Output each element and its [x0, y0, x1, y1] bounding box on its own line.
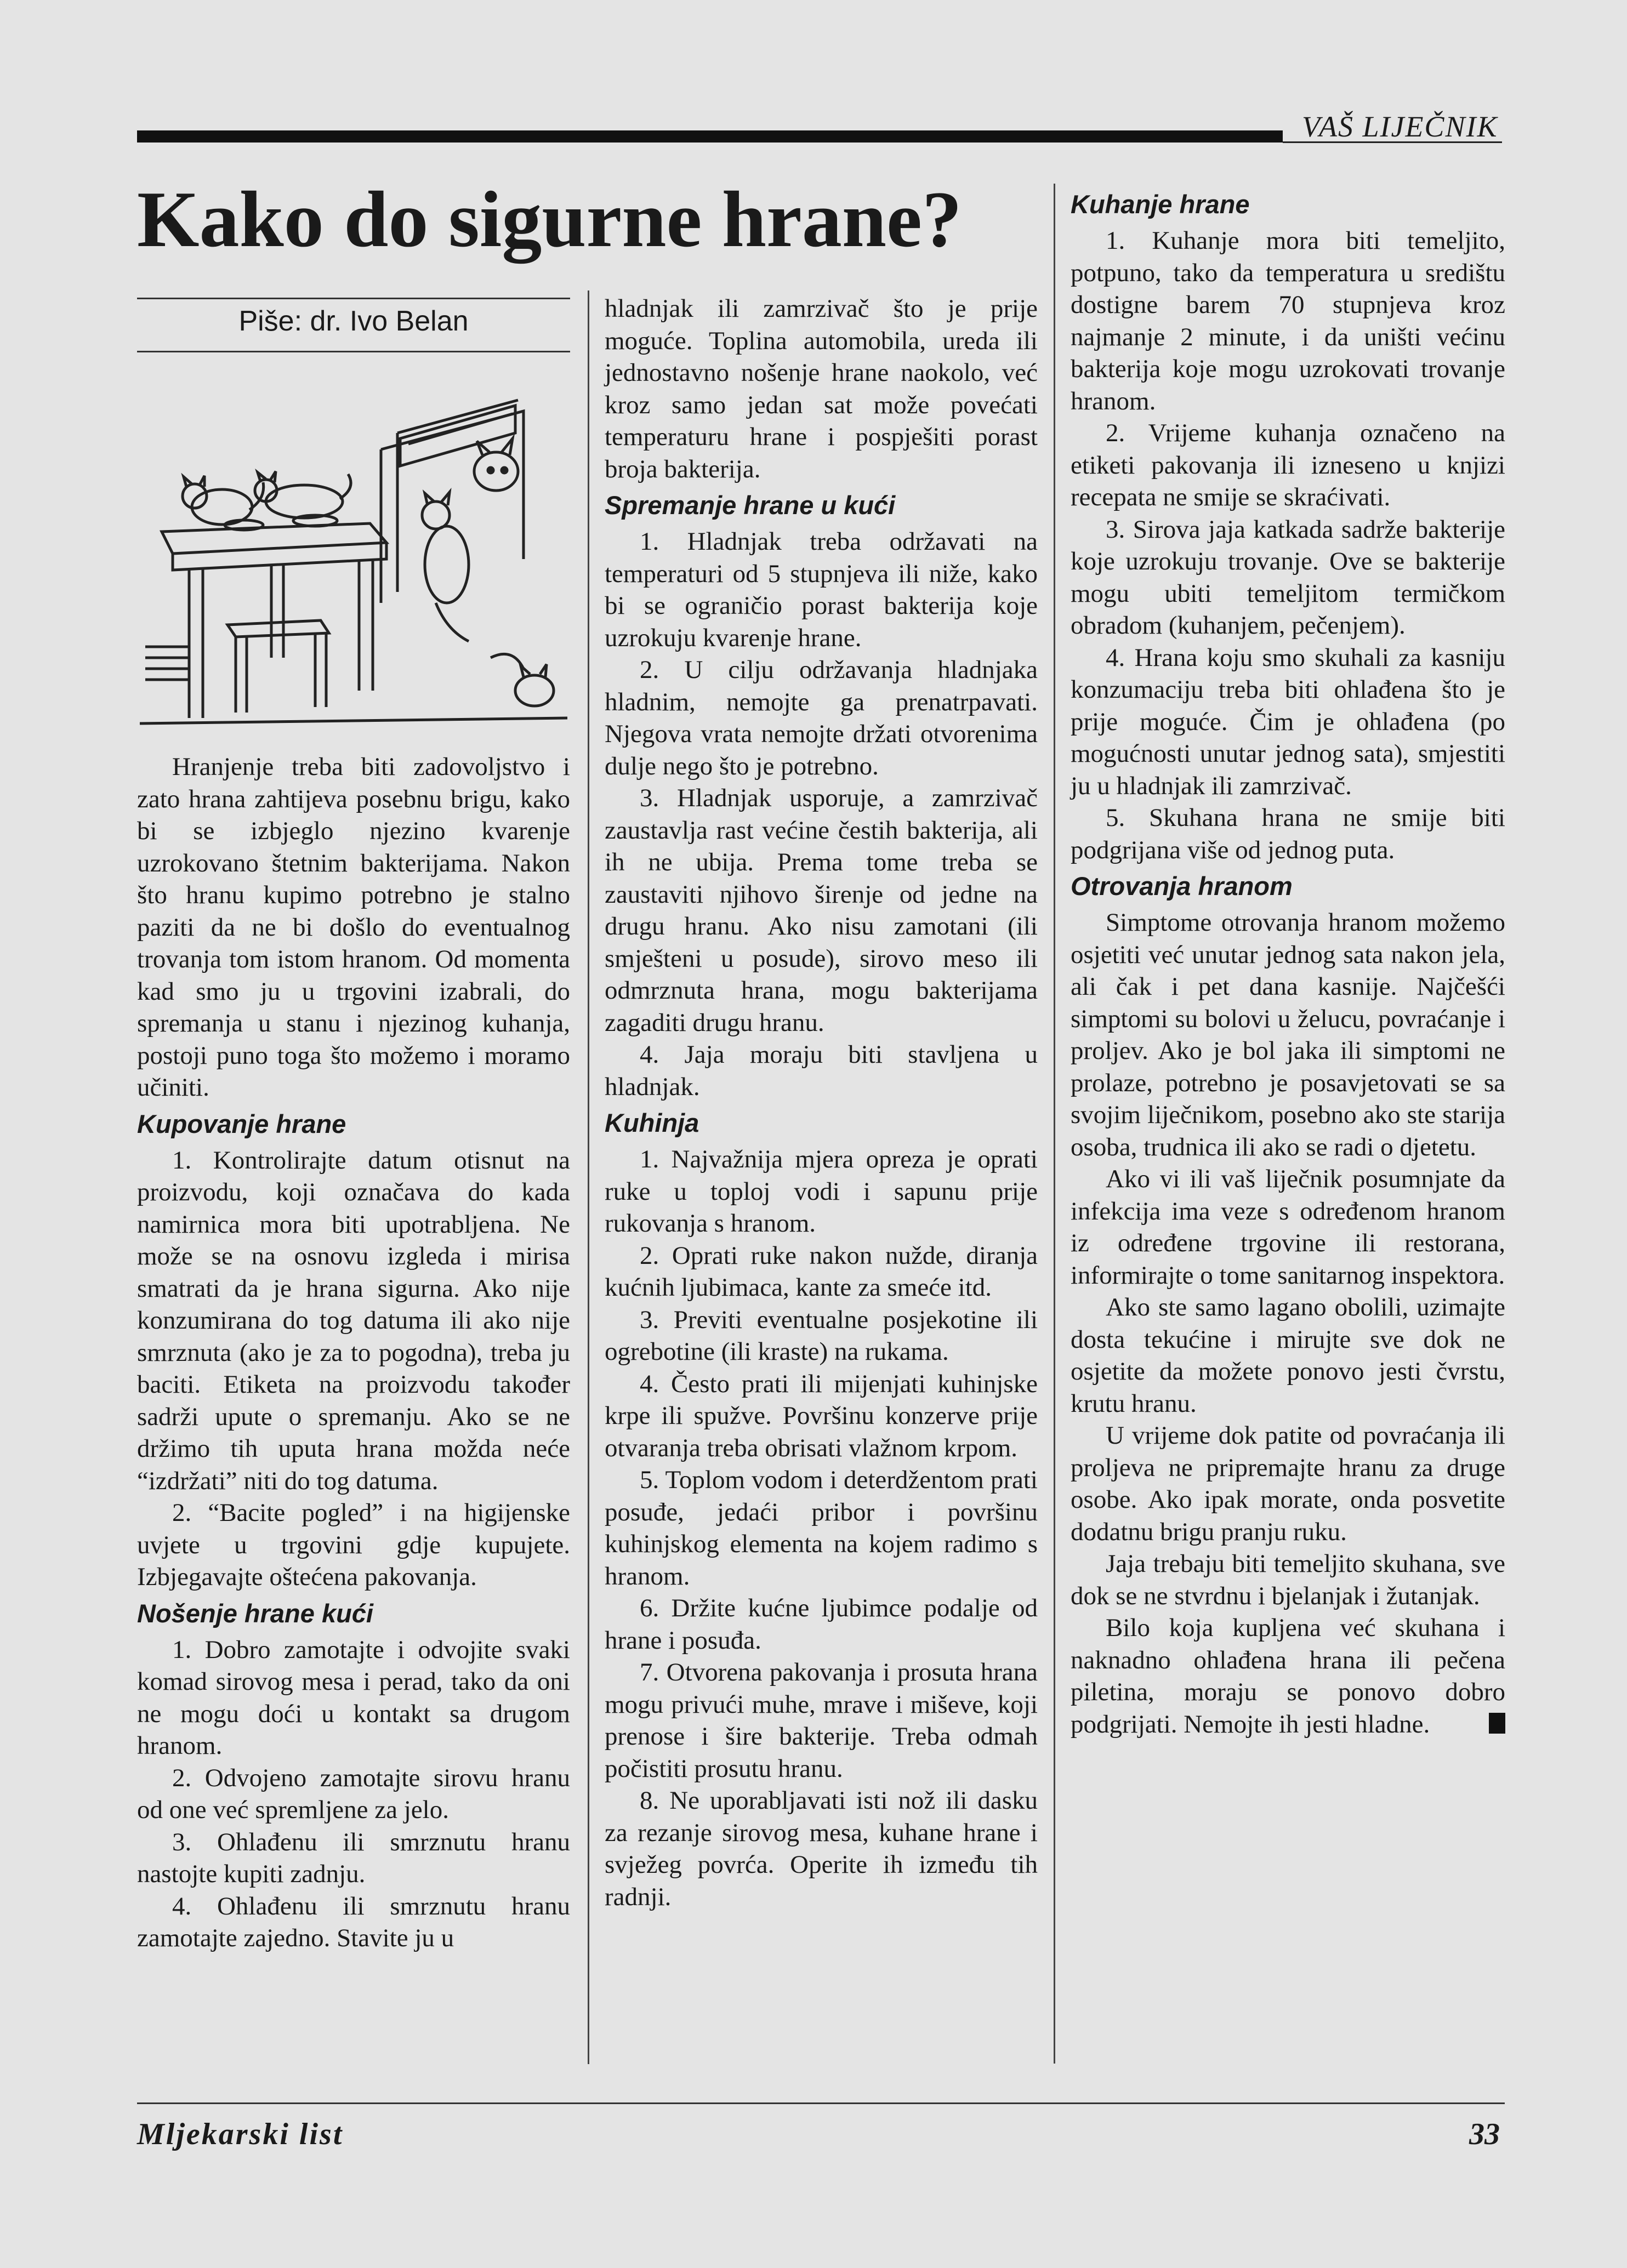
- paragraph: 1. Hladnjak treba održavati na temperaturi od 5 stupnjeva ili niže, kako bi se ograničio porast bakterija koje uzrokuju kvarenje hrane.: [605, 527, 1038, 652]
- paragraph: 2. U cilju održavanja hladnjaka hladnim, nemojte ga prenatrpavati. Njegova vrata nemojte držati otvorenima dulje nego što je potrebno.: [605, 656, 1038, 780]
- paragraph: Ako vi ili vaš liječnik posumnjate da infekcija ima veze s određenom hranom iz određene trgovine ili restorana, informirajte o tome sanitarnog inspektora.: [1071, 1165, 1505, 1290]
- section-label: VAŠ LIJEČNIK: [1302, 110, 1498, 143]
- continuation-paragraph: hladnjak ili zamrzivač što je prije moguće. Toplina automobila, ureda ili jednostavno nošenje hrane naokolo, već kroz samo jedan sat može povećati temperaturu hrane i pospješiti porast broja bakterija.: [605, 294, 1038, 483]
- paragraph: 1. Dobro zamotajte i odvojite svaki komad sirovog mesa i perad, tako da oni ne mogu doći u kontakt sa drugom hranom.: [137, 1635, 570, 1760]
- paragraph: 2. “Bacite pogled” i na higijenske uvjete u trgovini gdje kupujete. Izbjegavajte oštećena pakovanja.: [137, 1498, 570, 1591]
- heading-otrovanja: Otrovanja hranom: [1071, 871, 1293, 901]
- byline-rule-top: [137, 298, 570, 299]
- paragraph: 3. Ohlađenu ili smrznutu hranu nastojte kupiti zadnju.: [137, 1827, 570, 1888]
- paragraph: Simptome otrovanja hranom možemo osjetiti već unutar jednog sata nakon jela, ali čak i pet dana kasnije. Najčešći simptomi su bolovi u želucu, povraćanje i proljev. Ako je bol jaka ili simptomi ne prolaze, potrebno je posavjetovati se sa svojim liječnikom, posebno ako ste starija osoba, trudnica ili ako se radi o djetetu.: [1071, 908, 1505, 1161]
- paragraph: 2. Vrijeme kuhanja označeno na etiketi pakovanja ili izneseno u knjizi recepata ne smije se skraćivati.: [1071, 419, 1505, 511]
- column-2: [605, 293, 1038, 1913]
- header-bar: [137, 130, 1283, 143]
- heading-spremanje: Spremanje hrane u kući: [605, 491, 896, 520]
- paragraph: 4. Često prati ili mijenjati kuhinjske krpe ili spužve. Površinu konzerve prije otvaranja treba obrisati vlažnom krpom.: [605, 1369, 1038, 1462]
- paragraph: Ako ste samo lagano obolili, uzimajte dosta tekućine i mirujte sve dok ne osjetite da možete ponovo jesti čvrstu, krutu hranu.: [1071, 1293, 1505, 1418]
- heading-kuhanje: Kuhanje hrane: [1071, 190, 1250, 219]
- paragraph: 4. Hrana koju smo skuhali za kasniju konzumaciju treba biti ohlađena što je prije moguće. Čim je ohlađena (po mogućnosti unutar jednog sata), smjestiti ju u hladnjak ili zamrzivač.: [1071, 643, 1505, 800]
- paragraph-last: [1071, 1612, 1505, 1740]
- byline: Piše: dr. Ivo Belan: [238, 305, 469, 337]
- intro-paragraph: Hranjenje treba biti zadovoljstvo i zato hrana zahtijeva posebnu brigu, kako bi se izbjeglo njezino kvarenje uzrokovano štetnim bakterijama. Nakon što hranu kupimo potrebno je stalno paziti da ne bi došlo do eventualnog trovanja tom istom hranom. Od momenta kad smo ju u trgovini izabrali, do spremanja u stanu i njezinog kuhanja, postoji puno toga što možemo i moramo učiniti.: [137, 753, 570, 1102]
- footer-rule: [137, 2102, 1505, 2104]
- article-title: Kako do sigurne hrane?: [137, 175, 962, 264]
- page-number: 33: [1469, 2117, 1500, 2151]
- end-mark-icon: [1489, 1713, 1505, 1734]
- paragraph: 1. Kontrolirajte datum otisnut na proizvodu, koji označava do kada namirnica mora biti upotrabljena. Ne može se na osnovu izgleda i mirisa smatrati da je hrana sigurna. Ako nije konzumirana do tog datuma ili ako nije smrznuta (ako je za to pogodna), treba ju baciti. Etiketa na proizvodu također sadrži upute o spremanju. Ako se ne držimo tih uputa hrana možda neće “izdržati” niti do tog datuma.: [137, 1146, 570, 1495]
- column-3: [1071, 184, 1505, 1740]
- paragraph: 5. Skuhana hrana ne smije biti podgrijana više od jednog puta.: [1071, 804, 1505, 864]
- paragraph: 4. Jaja moraju biti stavljena u hladnjak.: [605, 1040, 1038, 1101]
- paragraph: Jaja trebaju biti temeljito skuhana, sve dok se ne stvrdnu i bjelanjak i žutanjak.: [1071, 1549, 1505, 1610]
- paragraph: 1. Najvažnija mjera opreza je oprati ruke u toploj vodi i sapunu prije rukovanja s hranom.: [605, 1145, 1038, 1238]
- paragraph: 2. Odvojeno zamotajte sirovu hranu od one već spremljene za jelo.: [137, 1763, 570, 1824]
- column-divider-1: [588, 290, 589, 2064]
- cats-illustration: [140, 384, 567, 734]
- paragraph: 7. Otvorena pakovanja i prosuta hrana mogu privući muhe, mrave i miševe, koji prenose i šire bakterije. Treba odmah počistiti prosutu hranu.: [605, 1658, 1038, 1783]
- paragraph: 2. Oprati ruke nakon nužde, diranja kućnih ljubimaca, kante za smeće itd.: [605, 1241, 1038, 1302]
- paragraph: 6. Držite kućne ljubimce podalje od hrane i posuđa.: [605, 1594, 1038, 1655]
- column-divider-2: [1054, 184, 1055, 2064]
- paragraph: 3. Hladnjak usporuje, a zamrzivač zaustavlja rast većine čestih bakterija, ali ih ne ubija. Prema tome treba se zaustaviti njihovo širenje od jedne na drugu hranu. Ako nisu zamotani (ili smješteni u posude), sirovo meso ili odmrznuta hrana, mogu bakterijama zagaditi drugu hranu.: [605, 784, 1038, 1037]
- paragraph: 5. Toplom vodom i deterdžentom prati posuđe, jedaći pribor i površinu kuhinjskog elementa na kojem radimo s hranom.: [605, 1466, 1038, 1591]
- paragraph: 1. Kuhanje mora biti temeljito, potpuno, tako da temperatura u središtu dostigne barem 70 stupnjeva kroz najmanje 2 minute, i da uništi većinu bakterija koje mogu uzrokovati trovanje hranom.: [1071, 226, 1505, 415]
- paragraph: 8. Ne uporabljavati isti nož ili dasku za rezanje sirovog mesa, kuhane hrane i svježeg povrća. Operite ih između tih radnji.: [605, 1786, 1038, 1911]
- paragraph: 3. Previti eventualne posjekotine ili ogrebotine (ili kraste) na rukama.: [605, 1305, 1038, 1366]
- heading-kuhinja: Kuhinja: [605, 1108, 699, 1137]
- paragraph: U vrijeme dok patite od povraćanja ili proljeva ne pripremajte hranu za druge osobe. Ako ipak morate, onda posvetite dodatnu brigu pranju ruku.: [1071, 1421, 1505, 1546]
- paragraph: 3. Sirova jaja katkada sadrže bakterije koje uzrokuju trovanje. Ove se bakterije mogu ubiti temeljitom termičkom obradom (kuhanjem, pečenjem).: [1071, 515, 1505, 640]
- column-1: [137, 751, 570, 1954]
- heading-nosenje: Nošenje hrane kući: [137, 1598, 373, 1628]
- heading-kupovanje: Kupovanje hrane: [137, 1109, 346, 1138]
- byline-rule-bottom: [137, 351, 570, 352]
- publication-name: Mljekarski list: [137, 2117, 344, 2151]
- paragraph: 4. Ohlađenu ili smrznutu hranu zamotajte zajedno. Stavite ju u: [137, 1891, 570, 1952]
- paragraph-last-text: Bilo koja kupljena već skuhana i naknadno ohlađena hrana ili pečena piletina, moraju se ponovo dobro podgrijati. Nemojte ih jesti hladne.: [1071, 1614, 1505, 1739]
